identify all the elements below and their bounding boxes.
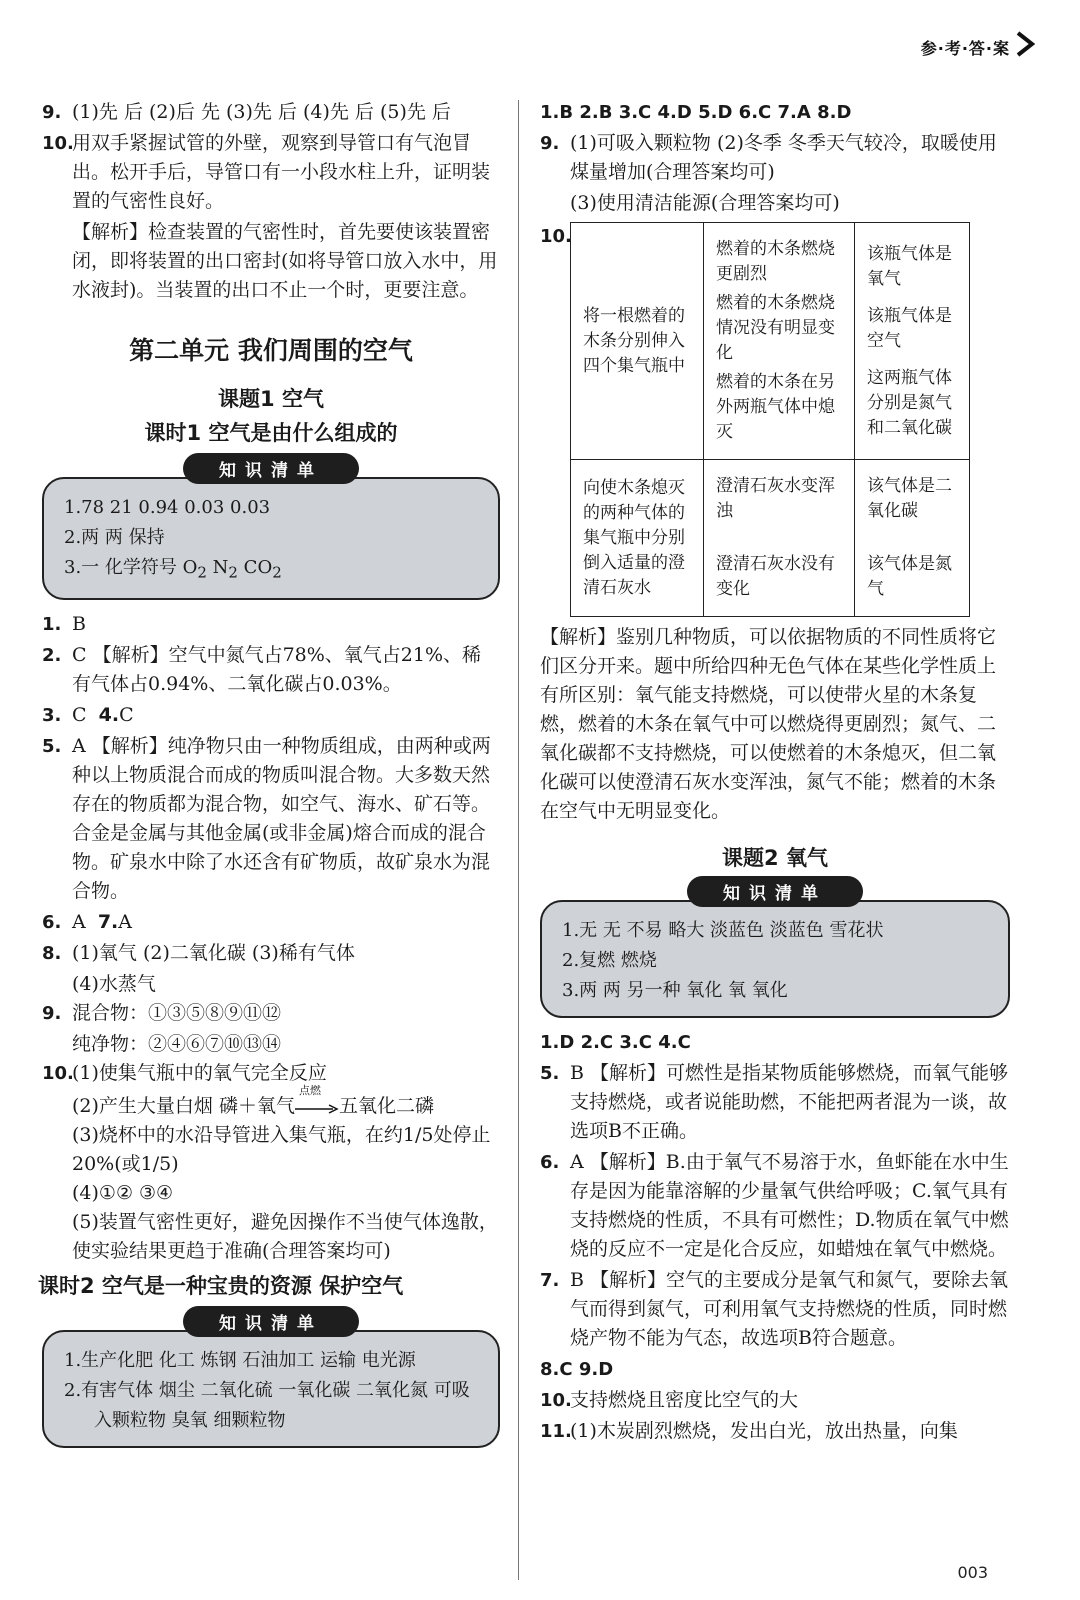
table-cell: 燃着的木条燃烧更剧烈 燃着的木条燃烧情况没有明显变化 燃着的木条在另外两瓶气体中熄灭: [704, 223, 855, 460]
knowledge-banner: 知识清单: [183, 453, 359, 484]
right-column: 1.B 2.B 3.C 4.D 5.D 6.C 7.A 8.D 9. (1)可吸入颗粒物 (2)冬季 冬季天气较冷，取暖使用煤量增加(合理答案均可) (3)使用清洁能源(合理答案均可) 10. 将一根燃着的木条分别伸入四个集气瓶中 燃着的木条燃烧更剧烈 燃着的木条燃烧情况没有明显变化 燃着的木条在另外两瓶气体中熄灭 该瓶气体是氧气 该瓶气体是空气 这两瓶气体分别是氮气和二氧化碳 向使木条熄灭的两种气体的集气瓶中分别倒入适量的澄清石灰水 澄清石灰水变浑浊 澄清石灰水没有变化 该气体是二氧化碳 该气体是氮气 【解析】鉴别几种物质，可以依据物质的不同性质将它们区分开来。题中所给四种无色气体在某些化学性质上有所区别：氧气能支持燃烧，可以使带火星的木条复燃，燃着的木条在氧气中可以燃烧得更剧烈；氮气、二氧化碳都不支持燃烧，可以使燃着的木条熄灭，但二氧化碳可以使澄清石灰水变浑浊，氮气不能；燃着的木条在空气中无明显变化。 课题2 氧气 知识清单 1.无 无 不易 略大 淡蓝色 淡蓝色 雪花状 2.复燃 燃烧 3.两 两 另一种 氧化 氧 氧化 1.D 2.C 3.C 4.C 5. B 【解析】可燃性是指某物质能够燃烧，而氧气能够支持燃烧，或者说能助燃，不能把两者混为一谈，故选项B不正确。 6. A 【解析】B.由于氧气不易溶于水，鱼虾能在水中生存是因为能靠溶解的少量氧气供给呼吸；C.氧气具有支持燃烧的性质，不具有可燃性；D.物质在氧气中燃烧的反应不一定是化合反应，如蜡烛在氧气中燃烧。 7. B 【解析】空气的主要成分是氧气和氮气，要除去氧气而得到氮气，可利用氧气支持燃烧的性质，同时燃烧产物不能为气态，故选项B符合题意。 8.C 9.D 10.支持燃烧且密度比空气的大 11.(1)木炭剧烈燃烧，发出白光，放出热量，向集: [540, 98, 1010, 1448]
page-number: 003: [957, 1563, 988, 1582]
answer-item: 10.支持燃烧且密度比空气的大: [540, 1389, 799, 1411]
knowledge-banner: 知识清单: [183, 1306, 359, 1337]
answer-item: 1.B 2.B 3.C 4.D 5.D 6.C 7.A 8.D: [540, 102, 852, 123]
answer-item: 6. A 【解析】B.由于氧气不易溶于水，鱼虾能在水中生存是因为能靠溶解的少量氧气供给呼吸；C.氧气具有支持燃烧的性质，不具有可燃性；D.物质在氧气中燃烧的反应不一定是化合反应，如蜡烛在氧气中燃烧。: [540, 1151, 1009, 1260]
analysis-text: 【解析】鉴别几种物质，可以依据物质的不同性质将它们区分开来。题中所给四种无色气体在某些化学性质上有所区别：氧气能支持燃烧，可以使带火星的木条复燃，燃着的木条在氧气中可以燃烧得更剧烈；氮气、二氧化碳都不支持燃烧，可以使燃着的木条熄灭，但二氧化碳可以使澄清石灰水变浑浊，氮气不能；燃着的木条在空气中无明显变化。: [540, 626, 997, 822]
knowledge-box: 1.78 21 0.94 0.03 0.03 2.两 两 保持 3.一 化学符号 $O_2$ $N_2$ $CO_2$: [42, 477, 500, 600]
equation-line: (2)产生大量白烟 磷＋氧气 点燃 五氧化二磷: [72, 1083, 434, 1117]
table-cell: 该瓶气体是氧气 该瓶气体是空气 这两瓶气体分别是氮气和二氧化碳: [855, 223, 970, 460]
lesson-title: 课时1 空气是由什么组成的: [144, 421, 398, 445]
table-cell: 该气体是二氧化碳 该气体是氮气: [855, 460, 970, 617]
answer-item: 5. A 【解析】纯净物只由一种物质组成，由两种或两种以上物质混合而成的物质叫混合物。大多数天然存在的物质都为混合物，如空气、海水、矿石等。合金是金属与其他金属(或非金属)熔合而成的混合物。矿泉水中除了水还含有矿物质，故矿泉水为混合物。: [42, 734, 491, 902]
answer-item: 6. A 7.A: [42, 910, 133, 933]
table-cell: 将一根燃着的木条分别伸入四个集气瓶中: [571, 223, 704, 460]
column-divider: [518, 100, 519, 1580]
answer-item: 3. C 4.C: [42, 703, 134, 726]
reaction-arrow-icon: [295, 1103, 339, 1115]
answer-item: 9. (1)可吸入颗粒物 (2)冬季 冬季天气较冷，取暖使用煤量增加(合理答案均可): [540, 132, 997, 183]
answer-item: 2. C 【解析】空气中氮气占78%、氧气占21%、稀有气体占0.94%、二氧化碳占0.03%。: [42, 643, 482, 695]
experiment-table: [570, 222, 970, 617]
knowledge-line: 3.一 化学符号 $O_2$ $N_2$ $CO_2$: [64, 557, 282, 582]
page-header-title: 参·考·答·案: [920, 39, 1010, 58]
knowledge-box: 1.无 无 不易 略大 淡蓝色 淡蓝色 雪花状 2.复燃 燃烧 3.两 两 另一种 氧化 氧 氧化: [540, 900, 1010, 1018]
answer-item: 9. 混合物：①③⑤⑧⑨⑪⑫: [42, 1001, 282, 1024]
knowledge-banner: 知识清单: [687, 876, 863, 907]
analysis-text: 【解析】检查装置的气密性时，首先要使该装置密闭，即将装置的出口密封(如将导管口放入水中，用水液封)。当装置的出口不止一个时，更要注意。: [72, 221, 498, 301]
answer-item: 10.用双手紧握试管的外壁，观察到导管口有气泡冒出。松开手后，导管口有一小段水柱上升，证明装置的气密性良好。: [42, 132, 491, 212]
answer-item: 7. B 【解析】空气的主要成分是氧气和氮气，要除去氧气而得到氮气，可利用氧气支持燃烧的性质，同时燃烧产物不能为气态，故选项B符合题意。: [540, 1269, 1009, 1349]
topic-title: 课题2 氧气: [722, 846, 828, 870]
answer-item: 10.(1)使集气瓶中的氧气完全反应: [42, 1061, 327, 1084]
answer-item: 1.D 2.C 3.C 4.C: [540, 1032, 691, 1053]
knowledge-box: 1.生产化肥 化工 炼钢 石油加工 运输 电光源 2.有害气体 烟尘 二氧化硫 一氧化碳 二氧化氮 可吸入颗粒物 臭氧 细颗粒物: [42, 1330, 500, 1448]
table-cell: 澄清石灰水变浑浊 澄清石灰水没有变化: [704, 460, 855, 617]
left-column: 9. (1)先 后 (2)后 先 (3)先 后 (4)先 后 (5)先 后 10.用双手紧握试管的外壁，观察到导管口有气泡冒出。松开手后，导管口有一小段水柱上升，证明装置的气密性良好。 【解析】检查装置的气密性时，首先要使该装置密闭，即将装置的出口密封(如将导管口放入水中，用水液封)。当装置的出口不止一个时，更要注意。 第二单元 我们周围的空气 课题1 空气 课时1 空气是由什么组成的 知识清单 1.78 21 0.94 0.03 0.03 2.两 两 保持 3.一 化学符号 $O_2$ $N_2$ $CO_2$ 1. B 2. C 【解析】空气中氮气占78%、氧气占21%、稀有气体占0.94%、二氧化碳占0.03%。 3. C 4.C 5. A 【解析】纯净物只由一种物质组成，由两种或两种以上物质混合而成的物质叫混合物。大多数天然存在的物质都为混合物，如空气、海水、矿石等。合金是金属与其他金属(或非金属)熔合而成的混合物。矿泉水中除了水还含有矿物质，故矿泉水为混合物。 6. A 7.A 8. (1)氧气 (2)二氧化碳 (3)稀有气体 (4)水蒸气 9. 混合物：①③⑤⑧⑨⑪⑫ 纯净物：②④⑥⑦⑩⑬⑭ 10.(1)使集气瓶中的氧气完全反应 (2)产生大量白烟 磷＋氧气 点燃 五氧化二磷 (3)烧杯中的水沿导管进入集气瓶，在约1/5处停止 20%(或1/5) (4)①② ③④ (5)装置气密性更好，避免因操作不当使气体逸散，使实验结果更趋于准确(合理答案均可) 课时2 空气是一种宝贵的资源 保护空气 知识清单 1.生产化肥 化工 炼钢 石油加工 运输 电光源 2.有害气体 烟尘 二氧化硫 一氧化碳 二氧化氮 可吸入颗粒物 臭氧 细颗粒物: [42, 98, 500, 1458]
answer-item: 8.C 9.D: [540, 1359, 614, 1380]
chevron-right-icon: [1012, 30, 1040, 58]
answer-item: 11.(1)木炭剧烈燃烧，发出白光，放出热量，向集: [540, 1420, 958, 1442]
answer-item: 8. (1)氧气 (2)二氧化碳 (3)稀有气体: [42, 941, 355, 964]
answer-item: 10. 将一根燃着的木条分别伸入四个集气瓶中 燃着的木条燃烧更剧烈 燃着的木条燃烧情况没有明显变化 燃着的木条在另外两瓶气体中熄灭 该瓶气体是氧气 该瓶气体是空气 这两瓶气体分别是氮气和二氧化碳 向使木条熄灭的两种气体的集气瓶中分别倒入适量的澄清石灰水 澄清石灰水变浑浊 澄清石灰水没有变化 该气体是二氧化碳 该气体是氮气: [540, 222, 1010, 617]
lesson-title: 课时2 空气是一种宝贵的资源 保护空气: [38, 1273, 404, 1298]
answer-item: 1. B: [42, 612, 86, 635]
table-cell: 向使木条熄灭的两种气体的集气瓶中分别倒入适量的澄清石灰水: [571, 460, 704, 617]
topic-title: 课题1 空气: [218, 387, 324, 411]
answer-item: 5. B 【解析】可燃性是指某物质能够燃烧，而氧气能够支持燃烧，或者说能助燃，不能把两者混为一谈，故选项B不正确。: [540, 1062, 1009, 1142]
unit-title: 第二单元 我们周围的空气: [129, 336, 413, 365]
answer-item: 9. (1)先 后 (2)后 先 (3)先 后 (4)先 后 (5)先 后: [42, 101, 451, 123]
